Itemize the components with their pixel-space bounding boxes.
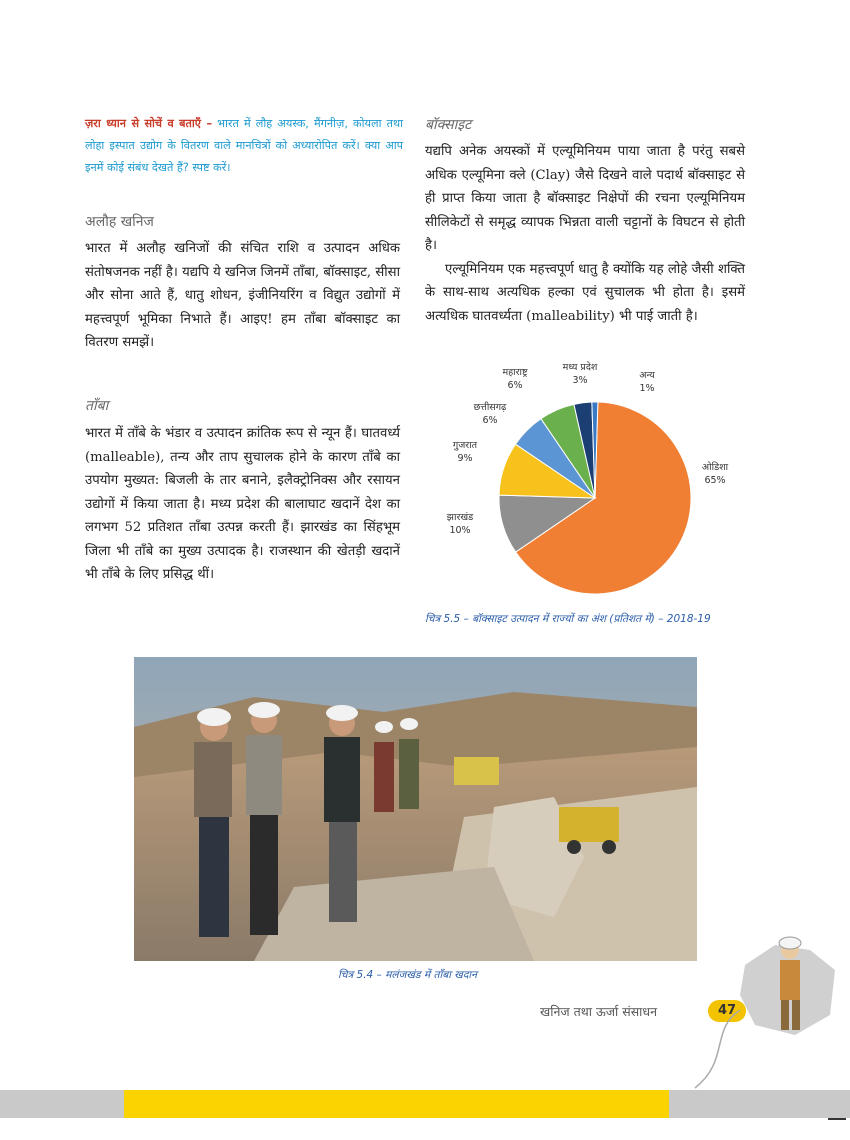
pie-label-3: छत्तीसगढ़ — [473, 402, 507, 413]
pie-value-3: 6% — [482, 415, 498, 426]
pie-value-6: 1% — [639, 383, 655, 394]
pie-label-4: महाराष्ट्र — [502, 367, 528, 378]
pie-value-4: 6% — [507, 380, 523, 391]
paragraph-non-ferrous: भारत में अलौह खनिजों की संचित राशि व उत्पादन अधिक संतोषजनक नहीं है। यद्यपि ये खनिज जिनमें ताँबा, बॉक्साइट, सीसा और सोना आते हैं, धातु शोधन, इंजीनियरिंग व विद्युत उद्योगों में महत्त्वपूर्ण भूमिका निभाते हैं। आइए! हम ताँबा बॉक्साइट का वितरण समझें। — [85, 241, 400, 350]
pie-label-5: मध्य प्रदेश — [562, 362, 598, 373]
figure-5-5-label: चित्र 5.5 – — [425, 613, 469, 625]
pie-label-6: अन्य — [639, 370, 655, 381]
pie-value-5: 3% — [572, 375, 588, 386]
figure-5-4-text: मलंजखंड में ताँबा खदान — [385, 969, 477, 981]
pie-label-0: ओडिशा — [701, 462, 729, 473]
think-box-lead: ज़रा ध्यान से सोचें व बताएँ – — [85, 117, 213, 130]
pie-value-0: 65% — [704, 475, 726, 486]
figure-5-5-caption — [425, 612, 711, 626]
footer-chapter-title: खनिज तथा ऊर्जा संसाधन — [540, 1004, 658, 1019]
pie-label-2: गुजरात — [452, 440, 478, 451]
figure-5-5-text: बॉक्साइट उत्पादन में राज्यों का अंश (प्रतिशत में) – 2018-19 — [472, 613, 711, 625]
heading-copper: ताँबा — [85, 398, 109, 414]
pie-value-2: 9% — [457, 453, 473, 464]
heading-bauxite: बॉक्साइट — [425, 117, 472, 133]
pie-value-1: 10% — [449, 525, 471, 536]
pie-label-1: झारखंड — [446, 512, 474, 523]
figure-5-4-caption — [338, 968, 477, 982]
paragraph-copper: भारत में ताँबे के भंडार व उत्पादन क्रांतिक रूप से न्यून हैं। घातवर्ध्य (malleable), तन्य और ताप सुचालक होने के कारण ताँबे का उपयोग मुख्यत: बिजली के तार बनाने, इलैक्ट्रोनिक्स और रसायन उद्योगों में किया जाता है। मध्य प्रदेश की बालाघाट खदानें देश का लगभग 52 प्रतिशत ताँबा उत्पन्न करती हैं। झारखंड का सिंहभूम जिला भी ताँबे का मुख्य उत्पादक है। राजस्थान की खेतड़ी खदानें भी ताँबे के लिए प्रसिद्ध थीं। — [85, 426, 400, 582]
paragraph-bauxite: यद्यपि अनेक अयस्कों में एल्यूमिनियम पाया जाता है परंतु सबसे अधिक एल्यूमिना क्ले (Clay) जैसे दिखने वाले पदार्थ बॉक्साइट से ही प्राप्त किया जाता है बॉक्साइट निक्षेपों की रचना एल्यूमिनियम सीलिकेटों से समृद्ध व्यापक भिन्नता वाली चट्टानों के विघटन से होती है। एल्यूमिनियम एक महत्त्वपूर्ण धातु है क्योंकि यह लोहे जैसी शक्ति के साथ-साथ अत्यधिक हल्का एवं सुचालक भी होता है। इसमें अत्यधिक घातवर्ध्यता (malleability) भी पाई जाती है। — [425, 144, 745, 324]
miner-illustration-icon — [735, 925, 845, 1045]
heading-non-ferrous: अलौह खनिज — [85, 214, 154, 230]
bottom-yellow-bar — [124, 1090, 669, 1118]
page-number: 47 — [708, 1000, 746, 1022]
decorative-curve — [690, 1010, 750, 1090]
bauxite-pie-chart — [425, 360, 750, 610]
think-box-text: भारत में लौह अयस्क, मैंगनीज़, कोयला तथा लोहा इस्पात उद्योग के वितरण वाले मानचित्रों को अध्यारोपित करें। क्या आप इनमें कोई संबंध देखते हैं? स्पष्ट करें। — [85, 117, 403, 174]
figure-5-4-label: चित्र 5.4 – — [338, 969, 382, 981]
corner-mark — [828, 1118, 846, 1120]
think-box — [85, 113, 403, 179]
copper-mine-photo — [134, 657, 697, 961]
